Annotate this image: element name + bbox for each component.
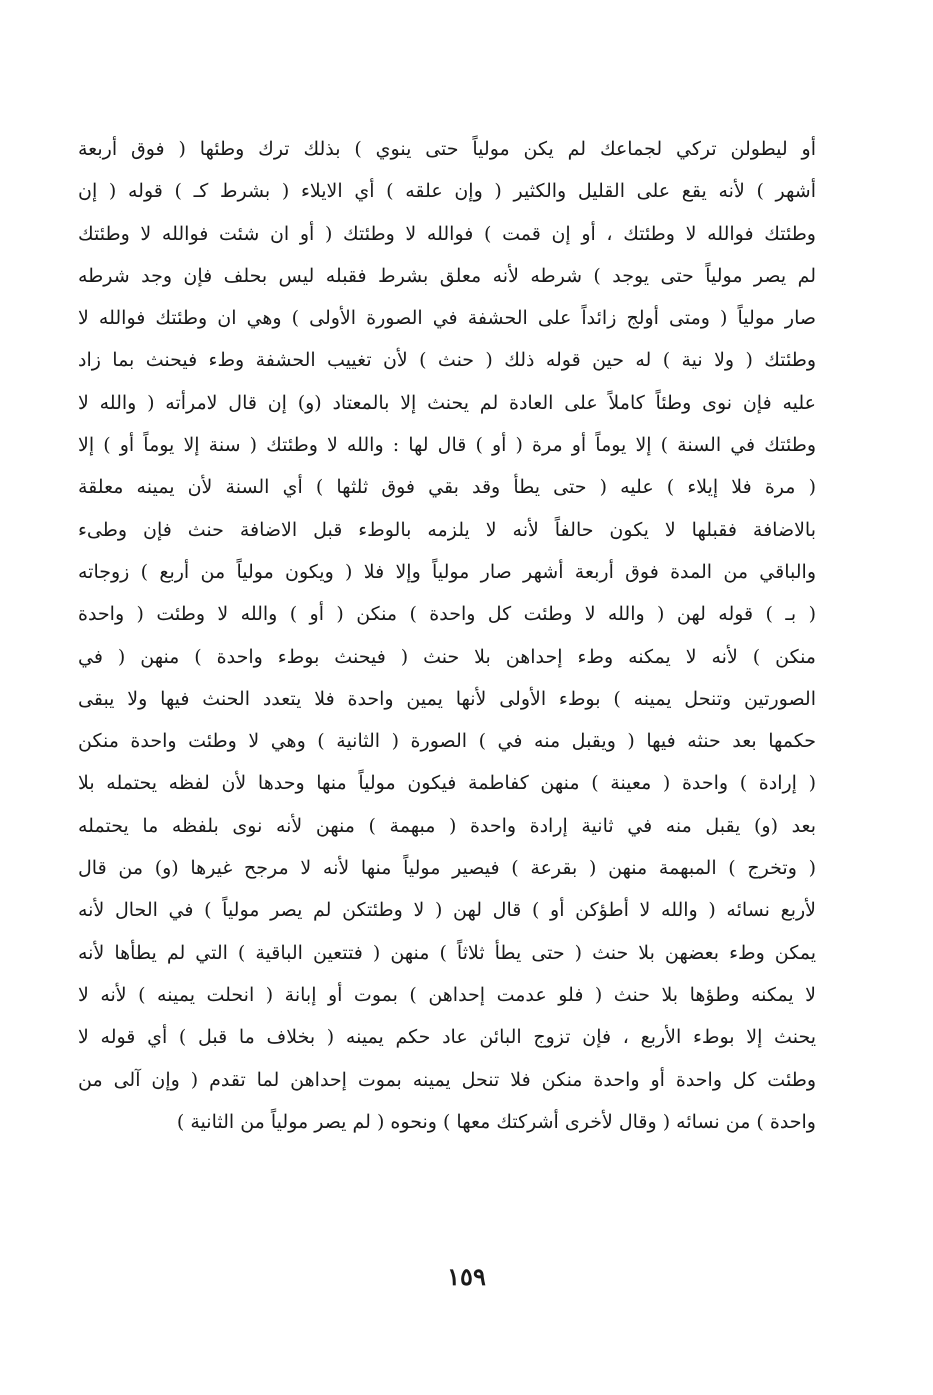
text-line: بالاضافة فقبلها لا يكون حالفاً لأنه لا يلزمه بالوطء قبل الاضافة حنث فإن وطىء [78, 518, 816, 541]
text-line: والباقي من المدة فوق أربعة أشهر صار مولياً وإلا فلا ( ويكون مولياً من أربع ) زوجاته [78, 560, 816, 583]
page-number: ١٥٩ [447, 1262, 486, 1291]
text-line: لم يصر مولياً حتى يوجد ) شرطه لأنه معلق بشرط فقبله ليس بحلف فإن وجد شرطه [78, 264, 816, 287]
text-line: ( مرة فلا إيلاء ) عليه ( حتى يطأ وقد بقي فوق ثلثها ) أي السنة لأن يمينه معلقة [78, 476, 816, 499]
text-line: لأربع نسائه ( والله لا أطؤكن أو ) قال لهن ( لا وطئتكن لم يصر مولياً ) في الحال لأنه [78, 899, 816, 922]
text-line: ( بـ ) قوله لهن ( والله لا وطئت كل واحدة ) منكن ( أو ) والله لا وطئت ( واحدة [78, 603, 816, 626]
text-line: حكمها بعد حنثه فيها ( ويقبل منه في ) الصورة ( الثانية ) وهي لا وطئت واحدة منكن [78, 730, 816, 753]
text-line: أشهر ) لأنه يقع على القليل والكثير ( وإن علقه ) أي الايلاء ( بشرط كـ ) قوله ( إن [78, 180, 816, 203]
text-line: الصورتين وتنحل يمينه ) بوطء الأولى لأنها يمين واحدة فلا يتعدد الحنث فيها ولا يبقى [78, 687, 816, 710]
text-line: ( إرادة ) واحدة ( معينة ) منهن كفاطمة فيكون مولياً منها وحدها لأن لفظه يحتمله بلا [78, 772, 816, 795]
text-line: وطئتك فوالله لا وطئتك ، أو إن قمت ) فوالله لا وطئتك ( أو ان شئت فوالله لا وطئتك [78, 222, 816, 245]
text-line: وطئت كل واحدة أو واحدة منكن فلا تنحل يمينه بموت إحداهن لما تقدم ( وإن آلى من [78, 1068, 816, 1091]
body-text [78, 128, 816, 1143]
text-line: صار مولياً ( ومتى أولج زائداً على الحشفة في الصورة الأولى ) وهي ان وطئتك فوالله لا [78, 307, 816, 330]
text-line: عليه فإن نوى وطئاً كاملاً على العادة لم يحنث إلا بالمعتاد (و) إن قال لامرأته ( والله لا [78, 391, 816, 414]
text-line: أو ليطولن تركي لجماعك لم يكن مولياً حتى ينوي ) بذلك ترك وطئها ( فوق أربعة [78, 138, 816, 160]
text-line: لا يمكنه وطؤها بلا حنث ( فلو عدمت إحداهن ) بموت أو إبانة ( انحلت يمينه ) لأنه لا [78, 983, 816, 1006]
text-line: وطئتك في السنة ) إلا يوماً أو مرة ( أو ) قال لها : والله لا وطئتك ( سنة إلا يوماً أو ) إلا [78, 434, 816, 457]
text-line: منكن ) لأنه لا يمكنه وطء إحداهن بلا حنث ( فيحنث بوطء واحدة ) منهن ( في [78, 645, 816, 668]
text-line: واحدة ) من نسائه ( وقال لأخرى أشركتك معها ) ونحوه ( لم يصر مولياً من الثانية ) [176, 1110, 816, 1133]
text-line: يمكن وطء بعضهن بلا حنث ( حتى يطأ ثلاثاً ) منهن ( فتتعين الباقية ) التي لم يطأها لأنه [78, 941, 816, 964]
text-line: يحنث إلا بوطء الأربع ، فإن تزوج البائن عاد حكم يمينه ( بخلاف ما قبل ) أي قوله لا [78, 1026, 816, 1049]
text-line: وطئتك ( ولا نية ) له حين قوله ذلك ( حنث ) لأن تغييب الحشفة وطء فيحنث بما زاد [78, 349, 816, 372]
text-line: بعد (و) يقبل منه في ثانية إرادة واحدة ( مبهمة ) منهن لأنه نوى بلفظه ما يحتمله [78, 814, 816, 837]
text-line: ( وتخرج ) المبهمة منهن ( بقرعة ) فيصير مولياً منها لأنه لا مرجح غيرها (و) من قال [78, 857, 816, 880]
